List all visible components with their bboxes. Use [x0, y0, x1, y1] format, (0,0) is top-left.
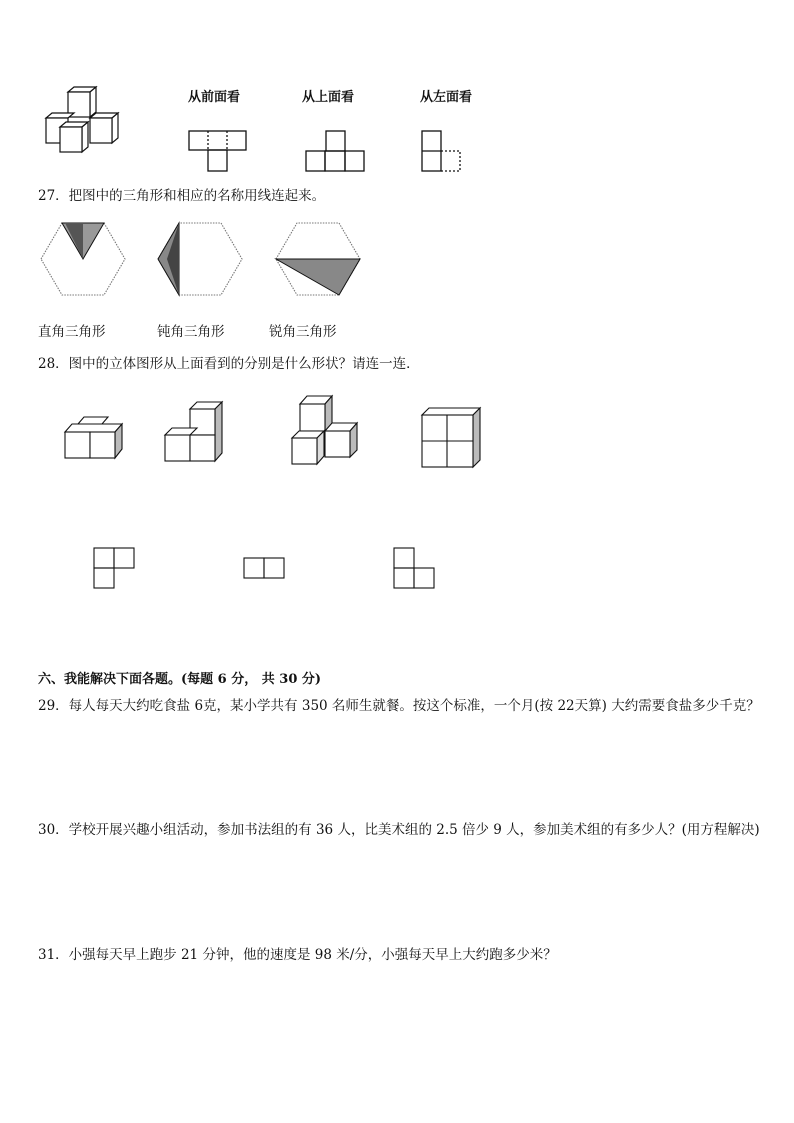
top-view-label: 从上面看: [302, 90, 355, 105]
question-29: 29．每人每天大约吃食盐 6克，某小学共有 350 名师生就餐。按这个标准，一个月(按 22天算) 大约需要食盐多少千克？: [38, 698, 760, 714]
solid-figure-1: [64, 414, 128, 462]
triangle-name-3: 锐角三角形: [269, 324, 337, 340]
top-view-shape-3: [393, 547, 437, 591]
hexagon-1: [40, 222, 126, 298]
cube-stack-figure: [40, 84, 135, 156]
left-view-diagram: [420, 130, 465, 175]
top-view-shape-2: [243, 557, 287, 581]
triangle-name-1: 直角三角形: [38, 324, 106, 340]
front-view-diagram: [188, 130, 248, 175]
question-31: 31．小强每天早上跑步 21 分钟，他的速度是 98 米/分，小强每天早上大约跑多少米？: [38, 947, 557, 963]
solid-figure-3: [290, 394, 364, 468]
front-view-label: 从前面看: [188, 90, 241, 105]
hexagon-2: [157, 222, 243, 298]
triangle-name-2: 钝角三角形: [157, 324, 225, 340]
top-view-shape-1: [93, 547, 137, 591]
question-30: 30．学校开展兴趣小组活动，参加书法组的有 36 人，比美术组的 2.5 倍少 9 人，参加美术组的有多少人？(用方程解决): [38, 822, 760, 838]
top-view-diagram: [304, 130, 366, 175]
question-27: 27．把图中的三角形和相应的名称用线连起来。: [38, 188, 326, 204]
left-view-label: 从左面看: [420, 90, 473, 105]
hexagon-3: [275, 222, 361, 298]
solid-figure-4: [420, 406, 484, 470]
solid-figure-2: [164, 400, 228, 464]
question-28: 28．图中的立体图形从上面看到的分别是什么形状？请连一连．: [38, 356, 420, 372]
section-6-title: 六、我能解决下面各题。(每题 6 分， 共 30 分): [38, 672, 322, 687]
